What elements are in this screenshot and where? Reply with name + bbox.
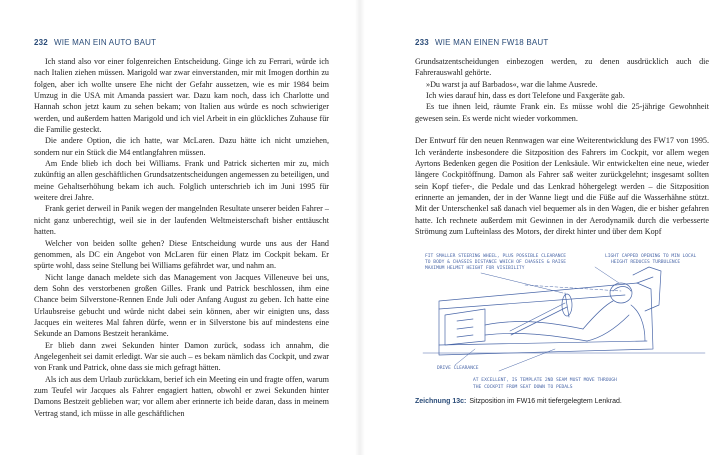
right-running-title: WIE MAN EINEN FW18 BAUT [434, 38, 549, 47]
left-paragraph: Nicht lange danach meldete sich das Management von Jacques Villeneuve bei uns, dem Sohn des verstorbenen großen Gilles. Frank und Patrick beschlossen, ihm eine Chance beim Silverstone-Rennen Ende Juli oder Anfang August zu geben. Ich hatte eine Urlaubsreise gebucht und würde nicht dabei sein können, aber wir einigten uns, dass Jacques ein weiteres Mal fahren dürfe, wenn er in Silverstone bis auf mindestens eine Sekunde an Damons Bestzeit herankäme. [34, 272, 329, 339]
left-paragraph: Am Ende blieb ich doch bei Williams. Frank und Patrick sicherten mir zu, mich zukünftig an allen geschäftlichen Grundsatzentscheidungen angemessen zu beteiligen, und meine Gehaltserhöhung bekam ich auch. Folglich unterschrieb ich im Juni 1995 für weitere drei Jahre. [34, 159, 329, 203]
left-running-head [34, 38, 156, 47]
right-paragraph: Ich wies darauf hin, dass es dort Telefone und Faxgeräte gab. [426, 91, 625, 101]
right-page-number: 233 [415, 38, 429, 47]
sketch-annotation: DRIVE CLEARANCE [437, 366, 479, 371]
sketch-annotation: LIGHT CAPPED OPENING TO MIN LOCAL [605, 254, 697, 259]
left-paragraph: Ich stand also vor einer folgenreichen Entscheidung. Ginge ich zu Ferrari, würde ich nach Italien ziehen müssen. Marigold war zwar einverstanden, mir mit Imogen dorthin zu folgen, aber ich wollte unsere Ehe nicht der Gefahr aussetzen, wie es mir 1984 beim Umzug in die USA mit Amanda passiert war. Dazu kam noch, dass ich Charlotte und Hannah schon jetzt kaum zu sehen bekam; von Italien aus würde es noch schwieriger werden, und außerdem hatten Marigold und ich viel Arbeit in ein glückliches Zuhause für die Familie gesteckt. [34, 57, 329, 135]
right-body-text [415, 56, 709, 238]
caption-text: Sitzposition im FW16 mit tiefergelegtem Lenkrad. [469, 398, 622, 405]
sketch-annotation: AT EXCELLENT, IS TEMPLATE 2ND SEAM MUST MOVE THROUGH [473, 378, 617, 383]
right-paragraph: Es tue ihnen leid, räumte Frank ein. Es müsse wohl die 25-jährige Gewohnheit gewesen sein. Es werde nicht wieder vorkommen. [415, 102, 709, 123]
right-paragraph: »Du warst ja auf Barbados«, war die lahme Ausrede. [426, 79, 598, 89]
cockpit-sketch [415, 245, 709, 395]
left-running-title: WIE MAN EIN AUTO BAUT [53, 38, 157, 47]
left-paragraph: Welcher von beiden sollte gehen? Diese Entscheidung wurde uns aus der Hand genommen, als DC ein Angebot von McLaren für einen Platz im Cockpit bekam. Er spürte wohl, dass seine Stellung bei Williams gefährdet war, und nahm an. [34, 238, 329, 271]
cockpit-sketch-figure [415, 245, 709, 395]
right-paragraph: Der Entwurf für den neuen Rennwagen war eine Weiterentwicklung des FW17 von 1995. Ich veränderte insbesondere die Sitzposition des Fahrers im Cockpit, vor allem wegen Ayrtons Bedenken gegen die Position der Lenksäule. Wir entwickelten eine neue, wieder längere Cockpitöffnung. Damon als Fahrer saß weiter zurückgelehnt; insgesamt sollten sein Kopf tiefer-, die Pedale und das Lenkrad höhergelegt werden – die Sitzposition erinnerte an jemanden, der in der Wanne liegt und die Füße auf die Wasserhähne stützt. Mit der Unterschenkel saß danach viel bequemer als in den Wagen, die er bisher gefahren hatte. Ich rechnete außerdem mit Gewinnen in der Aerodynamik durch die verbesserte Strömung zum Lufteinlass des Motors, der direkt hinter und über dem Kopf [415, 136, 709, 237]
figure-caption [415, 398, 709, 405]
left-body-text [34, 56, 329, 419]
left-paragraph: Frank geriet derweil in Panik wegen der mangelnden Resultate unserer beiden Fahrer – nicht ganz unberechtigt, weil sie in der laufenden Weltmeisterschaft bisher enttäuscht hatten. [34, 204, 329, 237]
left-paragraph: Er blieb dann zwei Sekunden hinter Damon zurück, sodass ich annahm, die Angelegenheit sei damit erledigt. War sie auch – es bekam nämlich das Cockpit, und zwar von Frank und Patrick, ohne dass sie mich gefragt hätten. [34, 340, 329, 373]
sketch-annotation: TO BODY & CHASSIS DISTANCE WHICH OF CHASSIS & RAISE [425, 260, 567, 265]
right-running-head [415, 38, 548, 47]
sketch-annotation: HEIGHT REDUCES TURBULENCE [611, 260, 681, 265]
right-paragraph: Grundsatzentscheidungen einbezogen werden, zu denen ausdrücklich auch die Fahrerauswahl gehörte. [415, 57, 709, 78]
left-page-number: 232 [34, 38, 48, 47]
caption-label: Zeichnung 13c: [415, 398, 467, 405]
left-paragraph: Die andere Option, die ich hatte, war McLaren. Dazu hätte ich nicht umziehen, sondern nur ein Stück die M4 entlangfahren müssen. [34, 136, 329, 157]
right-page [360, 0, 720, 455]
left-paragraph: Als ich aus dem Urlaub zurückkam, berief ich ein Meeting ein und fragte offen, warum zum Teufel wir Jacques als Fahrer engagiert hatten, obwohl er zwei Sekunden hinter Damons Bestzeit geblieben war; vor allem aber erinnerte ich beide daran, dass in meinem Vertrag stand, ich müsse in alle geschäftlichen [34, 374, 329, 418]
sketch-annotation: MAXIMUM HELMET HEIGHT FOR VISIBILITY [425, 266, 525, 271]
sketch-annotation: FIT SMALLER STEERING WHEEL, PLUS POSSIBLE CLEARANCE [425, 254, 567, 259]
sketch-annotation: THE COCKPIT FROM SEAT DOWN TO PEDALS [473, 385, 573, 390]
